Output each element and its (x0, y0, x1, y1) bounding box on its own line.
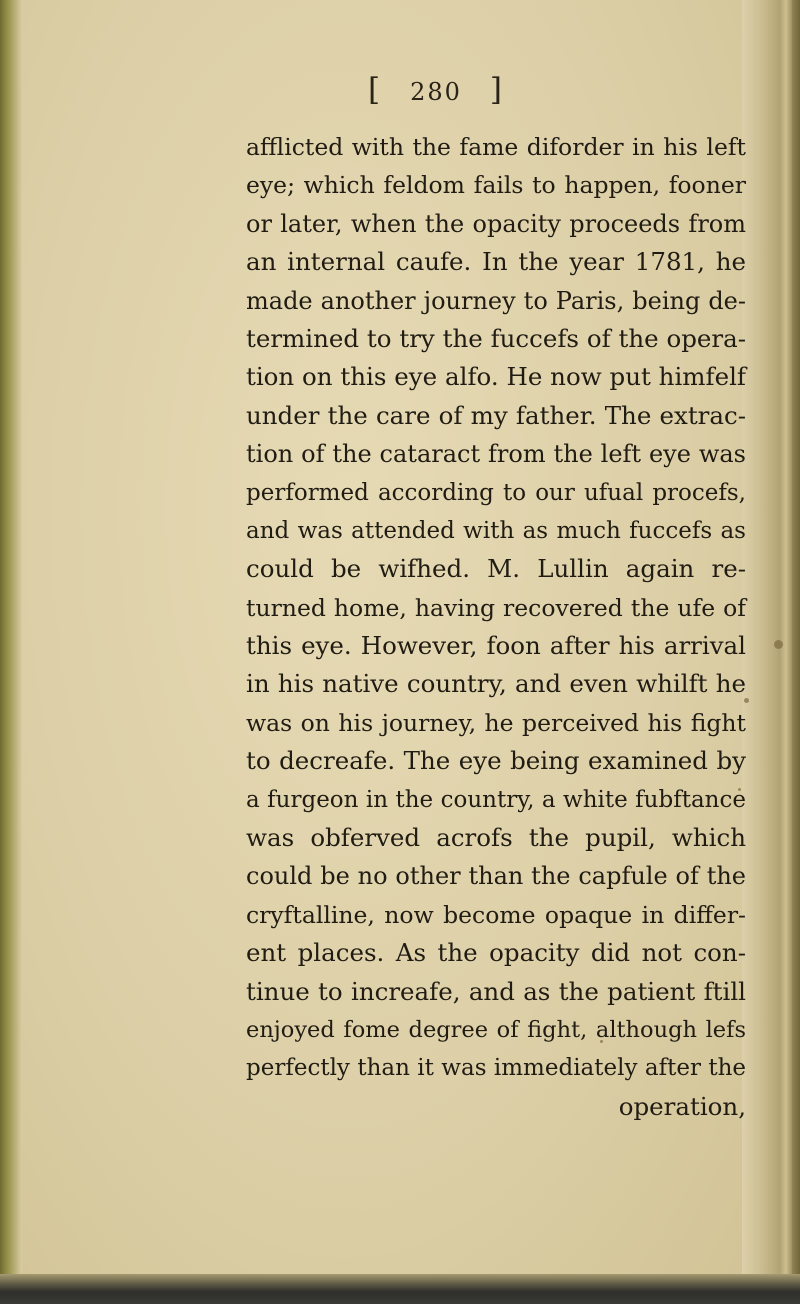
text-line: an internal caufe. In the year 1781, he (246, 247, 746, 277)
bracket-close: ] (489, 72, 505, 108)
text-line: or later, when the opacity proceeds from (246, 209, 746, 238)
text-line: operation, (618, 1091, 746, 1121)
text-line: was on his journey, he perceived his fight (246, 708, 746, 737)
text-line: perfectly than it was immediately after the (246, 1055, 746, 1082)
body-text (246, 128, 746, 1126)
bracket-open: [ (368, 72, 383, 108)
text-line: cryftalline, now become opaque in differ- (246, 900, 746, 929)
text-line: in his native country, and even whilft he (246, 669, 746, 699)
text-line: could be no other than the capfule of the (246, 862, 746, 891)
left-page-edge (0, 0, 22, 1304)
binding-strip (780, 0, 792, 1304)
text-line: performed according to our ufual procefs, (246, 479, 746, 506)
paper-speck (774, 640, 783, 649)
text-line: a furgeon in the country, a white fubftance (246, 786, 746, 813)
page-number-value: 280 (410, 78, 462, 106)
text-line: could be wifhed. M. Lullin again re- (246, 554, 746, 584)
text-line: tinue to increafe, and as the patient ftill (246, 976, 746, 1006)
text-line: tion on this eye alfo. He now put himfelf (246, 362, 746, 392)
text-line: enjoyed fome degree of fight, although lefs (246, 1016, 746, 1043)
text-line: ent places. As the opacity did not con- (246, 938, 746, 968)
text-line: this eye. However, foon after his arrival (246, 631, 746, 661)
text-line: turned home, having recovered the ufe of (246, 593, 746, 622)
text-line: afflicted with the fame diforder in his left (246, 133, 746, 161)
text-line: termined to try the fuccefs of the opera- (246, 323, 746, 353)
text-line: was obferved acrofs the pupil, which (246, 823, 746, 853)
text-line: eye; which feldom fails to happen, fooner (246, 171, 746, 200)
text-line: and was attended with as much fuccefs as (246, 517, 746, 544)
page-number (368, 72, 504, 108)
bottom-shadow-band (0, 1274, 800, 1304)
text-line: tion of the cataract from the left eye was (246, 440, 746, 469)
text-line: made another journey to Paris, being de- (246, 286, 746, 315)
text-line: under the care of my father. The extrac- (246, 400, 746, 430)
text-line: to decreafe. The eye being examined by (246, 746, 746, 776)
